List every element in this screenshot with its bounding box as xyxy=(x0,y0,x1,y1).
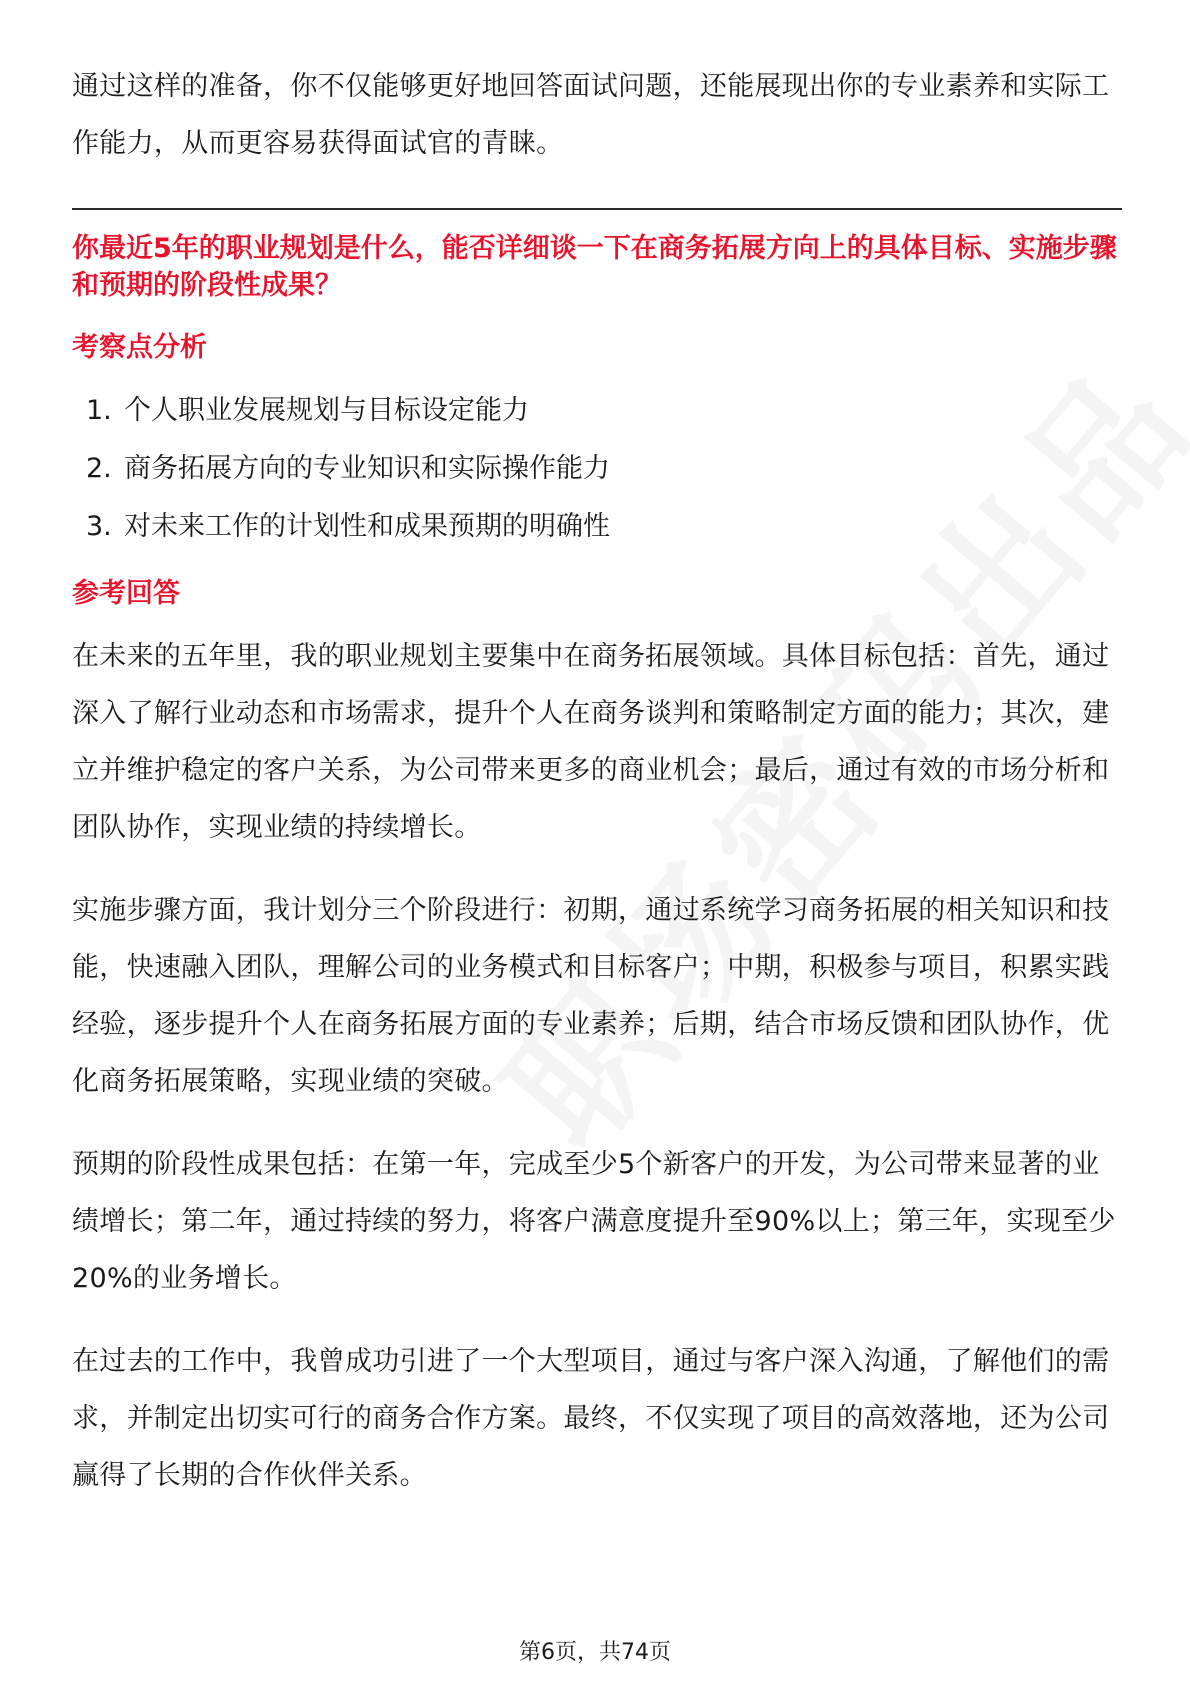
list-item-number: 2. xyxy=(86,453,112,484)
intro-paragraph: 通过这样的准备，你不仅能够更好地回答面试问题，还能展现出你的专业素养和实际工作能力，从而更容易获得面试官的青睐。 xyxy=(72,71,1110,159)
analysis-list xyxy=(72,382,1122,556)
list-item-text: 商务拓展方向的专业知识和实际操作能力 xyxy=(124,453,610,484)
page-number: 第6页，共74页 xyxy=(519,1640,671,1665)
answer-title: 参考回答 xyxy=(72,578,180,609)
answer-paragraph: 在过去的工作中，我曾成功引进了一个大型项目，通过与客户深入沟通，了解他们的需求，并制定出切实可行的商务合作方案。最终，不仅实现了项目的高效落地，还为公司赢得了长期的合作伙伴关系。 xyxy=(72,1346,1110,1491)
answer-paragraph: 在未来的五年里，我的职业规划主要集中在商务拓展领域。具体目标包括：首先，通过深入了解行业动态和市场需求，提升个人在商务谈判和策略制定方面的能力；其次，建立并维护稳定的客户关系，为公司带来更多的商业机会；最后，通过有效的市场分析和团队协作，实现业绩的持续增长。 xyxy=(72,641,1110,843)
list-item xyxy=(86,498,1122,556)
answer-paragraph: 实施步骤方面，我计划分三个阶段进行：初期，通过系统学习商务拓展的相关知识和技能，快速融入团队，理解公司的业务模式和目标客户；中期，积极参与项目，积累实践经验，逐步提升个人在商务拓展方面的专业素养；后期，结合市场反馈和团队协作，优化商务拓展策略，实现业绩的突破。 xyxy=(72,895,1110,1097)
question-heading: 你最近5年的职业规划是什么，能否详细谈一下在商务拓展方向上的具体目标、实施步骤和预期的阶段性成果？ xyxy=(72,233,1117,301)
list-item-number: 1. xyxy=(86,395,112,426)
list-item-number: 3. xyxy=(86,511,112,542)
list-item-text: 个人职业发展规划与目标设定能力 xyxy=(124,395,529,426)
document-page xyxy=(72,58,1122,1530)
list-item-text: 对未来工作的计划性和成果预期的明确性 xyxy=(124,511,610,542)
analysis-title: 考察点分析 xyxy=(72,332,207,363)
answer-paragraph: 预期的阶段性成果包括：在第一年，完成至少5个新客户的开发，为公司带来显著的业绩增长；第二年，通过持续的努力，将客户满意度提升至90%以上；第三年，实现至少20%的业务增长。 xyxy=(72,1149,1116,1294)
list-item xyxy=(86,440,1122,498)
list-item xyxy=(86,382,1122,440)
section-divider xyxy=(72,208,1122,210)
